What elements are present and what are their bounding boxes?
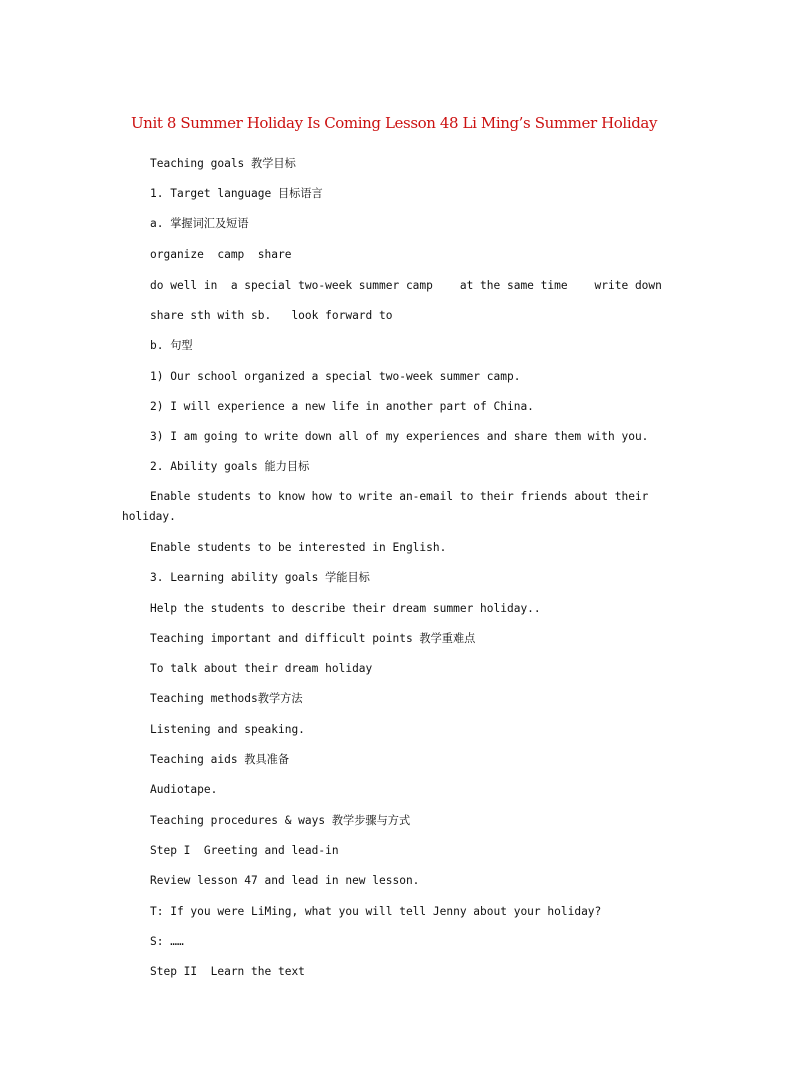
teaching-methods-text: Listening and speaking.: [150, 723, 305, 736]
sentence-pattern-1: 1) Our school organized a special two-week summer camp.: [150, 370, 521, 383]
teacher-question: T: If you were LiMing, what you will tell Jenny about your holiday?: [150, 905, 602, 918]
vocabulary-heading: a. 掌握词汇及短语: [150, 217, 249, 230]
teaching-methods-heading: Teaching methods教学方法: [150, 692, 303, 705]
important-points-heading: Teaching important and difficult points 教学重难点: [150, 632, 476, 645]
student-answer: S: ……: [150, 935, 184, 948]
sentence-pattern-2: 2) I will experience a new life in another part of China.: [150, 400, 534, 413]
document-title: Unit 8 Summer Holiday Is Coming Lesson 48 Li Ming’s Summer Holiday: [130, 114, 658, 132]
ability-goal-interest: Enable students to be interested in English.: [150, 541, 447, 554]
sentence-pattern-3: 3) I am going to write down all of my experiences and share them with you.: [150, 430, 649, 443]
step-1-heading: Step I Greeting and lead-in: [150, 844, 339, 857]
learning-ability-text: Help the students to describe their dream summer holiday..: [150, 602, 541, 615]
learning-ability-heading: 3. Learning ability goals 学能目标: [150, 571, 370, 584]
sentence-patterns-heading: b. 句型: [150, 339, 193, 352]
vocabulary-phrases-1: do well in a special two-week summer camp at the same time write down: [150, 279, 662, 292]
section-heading-teaching-goals: Teaching goals 教学目标: [150, 157, 296, 170]
step-2-heading: Step II Learn the text: [150, 965, 305, 978]
important-points-text: To talk about their dream holiday: [150, 662, 373, 675]
vocabulary-phrases-2: share sth with sb. look forward to: [150, 309, 393, 322]
procedures-heading: Teaching procedures & ways 教学步骤与方式: [150, 814, 411, 827]
teaching-aids-heading: Teaching aids 教具准备: [150, 753, 290, 766]
ability-goals-heading: 2. Ability goals 能力目标: [150, 460, 310, 473]
vocabulary-words: organize camp share: [150, 248, 292, 261]
teaching-aids-text: Audiotape.: [150, 783, 218, 796]
ability-goal-paragraph: Enable students to know how to write an-email to their friends about their holiday.: [122, 490, 649, 523]
step-1-text: Review lesson 47 and lead in new lesson.: [150, 874, 420, 887]
target-language-heading: 1. Target language 目标语言: [150, 187, 323, 200]
